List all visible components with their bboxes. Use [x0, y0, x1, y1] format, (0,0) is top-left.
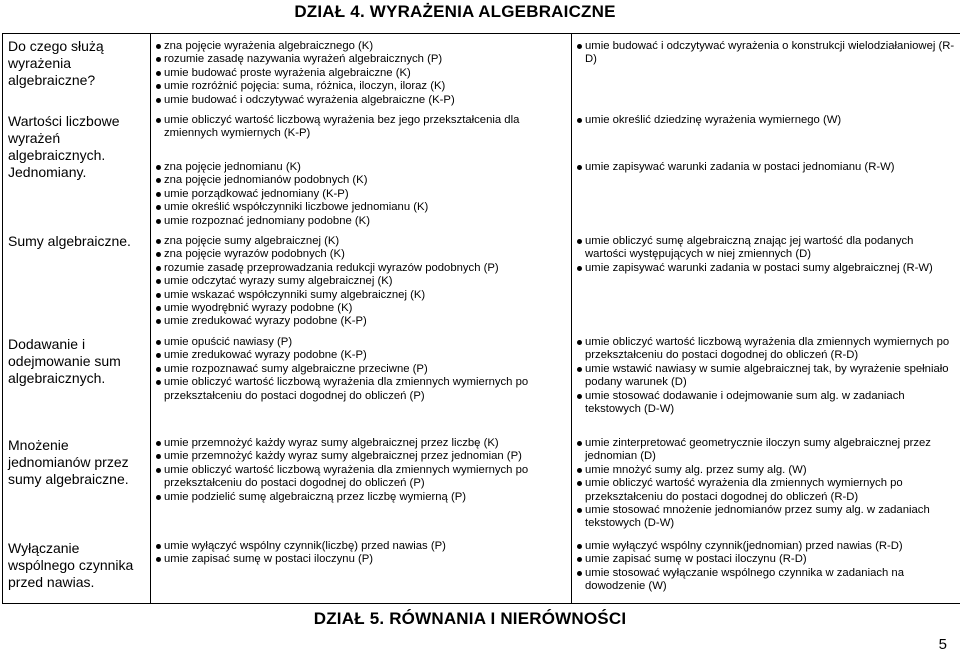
list-item: umie zapisać sumę w postaci iloczynu (P)	[151, 553, 567, 566]
list-item: umie odczytać wyrazy sumy algebraicznej (K)	[151, 275, 567, 288]
requirements-list	[572, 540, 956, 594]
list-item: umie wyłączyć wspólny czynnik(liczbę) przed nawias (P)	[151, 540, 567, 553]
list-item: umie stosować mnożenie jednomianów przez sumy alg. w zadaniach tekstowych (D-W)	[572, 504, 956, 531]
list-item: umie przemnożyć każdy wyraz sumy algebraicznej przez jednomian (P)	[151, 450, 567, 463]
topic-label: Dodawanie i odejmowanie sum algebraicznych.	[8, 336, 121, 386]
list-item: umie porządkować jednomiany (K-P)	[151, 188, 567, 201]
requirements-table	[2, 33, 960, 604]
list-item: umie obliczyć wartość liczbową wyrażenia dla zmiennych wymiernych po przekształceniu do postaci dogodnej do obliczeń (P)	[151, 376, 567, 403]
requirements-list	[572, 114, 956, 127]
list-item: umie wskazać współczynniki sumy algebraicznej (K)	[151, 289, 567, 302]
topic-label: Mnożenie jednomianów przez sumy algebraiczne.	[8, 437, 129, 487]
requirements-list	[572, 161, 956, 174]
list-item: umie zapisać sumę w postaci iloczynu (R-D)	[572, 553, 956, 566]
requirements-list	[572, 336, 956, 416]
requirements-list	[151, 437, 567, 504]
list-item: umie budować i odczytywać wyrażenia o konstrukcji wielodziałaniowej (R-D)	[572, 40, 956, 67]
list-item: zna pojęcie jednomianów podobnych (K)	[151, 174, 567, 187]
list-item: umie rozpoznawać sumy algebraiczne przeciwne (P)	[151, 363, 567, 376]
list-item: umie zredukować wyrazy podobne (K-P)	[151, 349, 567, 362]
list-item: umie obliczyć wartość wyrażenia dla zmiennych wymiernych po przekształceniu do postaci dogodnej do obliczeń (R-D)	[572, 477, 956, 504]
list-item: umie obliczyć sumę algebraiczną znając jej wartość dla podanych wartości występujących w niej zmiennych (D)	[572, 235, 956, 262]
basic-requirements-column	[151, 34, 572, 604]
topic-label: Sumy algebraiczne.	[8, 233, 131, 249]
list-item: umie określić współczynniki liczbowe jednomianu (K)	[151, 201, 567, 214]
list-item: umie zredukować wyrazy podobne (K-P)	[151, 315, 567, 328]
topic-label: Wyłączanie wspólnego czynnika przed nawias.	[8, 540, 134, 590]
list-item: zna pojęcie jednomianu (K)	[151, 161, 567, 174]
topic-label: Wartości liczbowe wyrażeń algebraicznych. Jednomiany.	[8, 113, 120, 180]
list-item: umie stosować wyłączanie wspólnego czynnika w zadaniach na dowodzenie (W)	[572, 567, 956, 594]
list-item: umie określić dziedzinę wyrażenia wymiernego (W)	[572, 114, 956, 127]
section-title: DZIAŁ 4. WYRAŻENIA ALGEBRAICZNE	[294, 2, 616, 21]
requirements-list	[151, 114, 567, 141]
requirements-list	[151, 540, 567, 567]
list-item: umie rozpoznać jednomiany podobne (K)	[151, 215, 567, 228]
list-item: umie zapisywać warunki zadania w postaci jednomianu (R-W)	[572, 161, 956, 174]
list-item: rozumie zasadę nazywania wyrażeń algebraicznych (P)	[151, 53, 567, 66]
requirements-list	[572, 235, 956, 275]
list-item: zna pojęcie wyrażenia algebraicznego (K)	[151, 40, 567, 53]
list-item: umie podzielić sumę algebraiczną przez liczbę wymierną (P)	[151, 491, 567, 504]
requirements-list	[151, 235, 567, 329]
extended-requirements-column	[572, 34, 960, 604]
list-item: umie obliczyć wartość liczbową wyrażenia bez jego przekształcenia dla zmiennych wymiernych (K-P)	[151, 114, 567, 141]
list-item: umie mnożyć sumy alg. przez sumy alg. (W)	[572, 464, 956, 477]
requirements-list	[151, 161, 567, 228]
list-item: zna pojęcie sumy algebraicznej (K)	[151, 235, 567, 248]
list-item: umie wyłączyć wspólny czynnik(jednomian) przed nawias (R-D)	[572, 540, 956, 553]
list-item: rozumie zasadę przeprowadzania redukcji wyrazów podobnych (P)	[151, 262, 567, 275]
page-number: 5	[938, 636, 947, 653]
list-item: umie obliczyć wartość liczbową wyrażenia dla zmiennych wymiernych po przekształceniu do postaci dogodnej do obliczeń (P)	[151, 464, 567, 491]
list-item: umie opuścić nawiasy (P)	[151, 336, 567, 349]
topic-label: Do czego służą wyrażenia algebraiczne?	[8, 38, 104, 88]
list-item: umie zinterpretować geometrycznie iloczyn sumy algebraicznej przez jednomian (D)	[572, 437, 956, 464]
topics-column	[3, 34, 151, 604]
requirements-list	[572, 40, 956, 67]
requirements-list	[151, 40, 567, 107]
list-item: umie przemnożyć każdy wyraz sumy algebraicznej przez liczbę (K)	[151, 437, 567, 450]
list-item: umie stosować dodawanie i odejmowanie sum alg. w zadaniach tekstowych (D-W)	[572, 390, 956, 417]
list-item: zna pojęcie wyrazów podobnych (K)	[151, 248, 567, 261]
list-item: umie wstawić nawiasy w sumie algebraicznej tak, by wyrażenie spełniało podany warunek (D)	[572, 363, 956, 390]
requirements-list	[572, 437, 956, 531]
requirements-list	[151, 336, 567, 403]
list-item: umie wyodrębnić wyrazy podobne (K)	[151, 302, 567, 315]
list-item: umie obliczyć wartość liczbową wyrażenia dla zmiennych wymiernych po przekształceniu do postaci dogodnej do obliczeń (R-D)	[572, 336, 956, 363]
next-section-title: DZIAŁ 5. RÓWNANIA I NIERÓWNOŚCI	[313, 609, 627, 628]
list-item: umie budować i odczytywać wyrażenia algebraiczne (K-P)	[151, 94, 567, 107]
list-item: umie zapisywać warunki zadania w postaci sumy algebraicznej (R-W)	[572, 262, 956, 275]
list-item: umie rozróżnić pojęcia: suma, różnica, iloczyn, iloraz (K)	[151, 80, 567, 93]
list-item: umie budować proste wyrażenia algebraiczne (K)	[151, 67, 567, 80]
